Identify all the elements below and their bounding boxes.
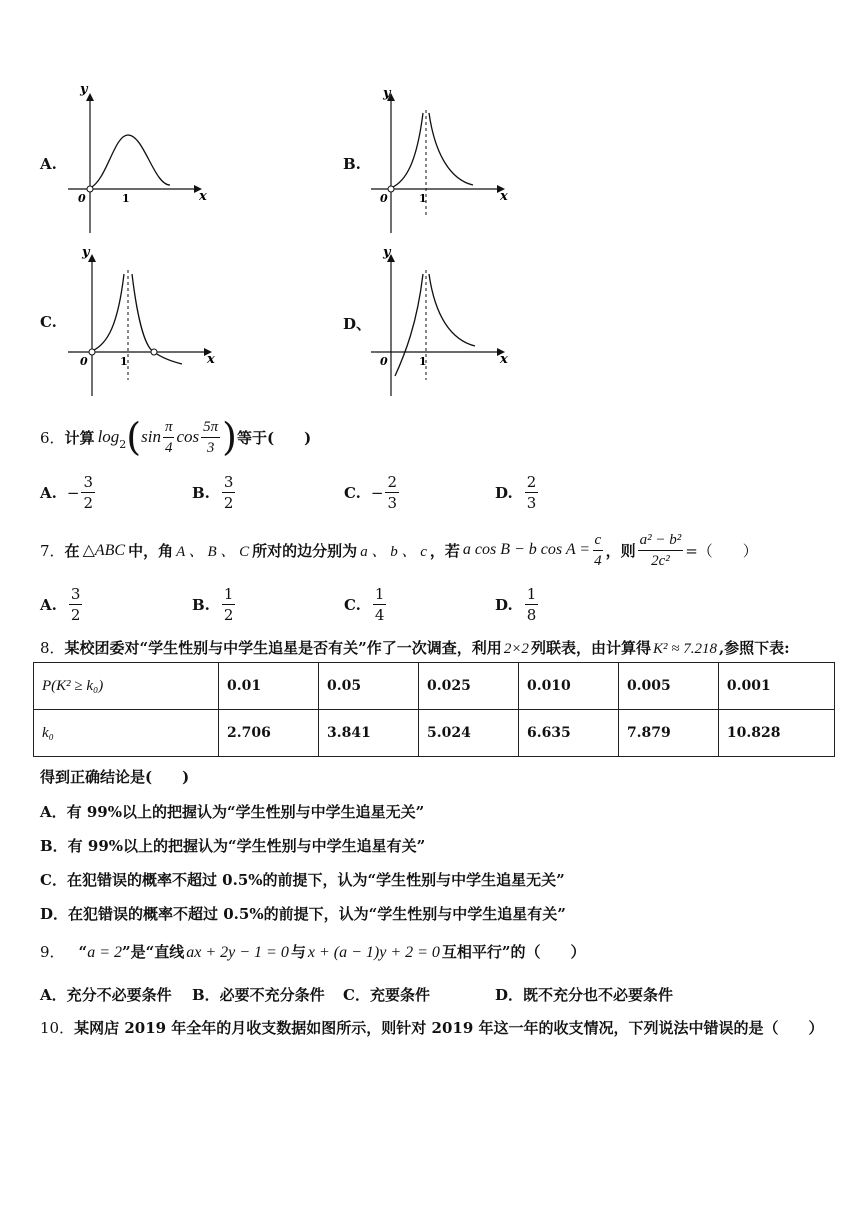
origin-label: 0 xyxy=(380,355,388,368)
q6-right-paren: ) xyxy=(222,415,237,459)
q7-number: 7． xyxy=(40,541,65,560)
q9-option-d[interactable]: D．既不充分也不必要条件 xyxy=(495,986,674,1004)
q5-option-b-label[interactable]: B. xyxy=(343,155,361,173)
table-row xyxy=(34,710,835,757)
y-axis-label: y xyxy=(82,245,90,260)
q6-option-a[interactable]: A. − $\frac{3}{2}$ xyxy=(40,473,93,512)
q5-option-d-label[interactable]: D、 xyxy=(343,315,372,333)
q8-option-b[interactable]: B．有 99%以上的把握认为“学生性别与中学生追星有关” xyxy=(40,837,426,855)
q7-option-b[interactable]: B. $\frac{1}{2}$ xyxy=(192,585,234,624)
q5-graph-a[interactable] xyxy=(62,85,212,235)
q5-option-a-label[interactable]: A. xyxy=(40,155,57,173)
q6-cos: cos xyxy=(176,427,200,446)
q8-option-c[interactable]: C．在犯错误的概率不超过 0.5%的前提下，认为“学生性别与中学生追星无关” xyxy=(40,871,565,889)
q7-expression: a cos B − b cos A = xyxy=(462,541,591,558)
one-label: 1 xyxy=(122,192,130,205)
q5-graph-b[interactable] xyxy=(365,85,515,235)
q6-stem xyxy=(40,415,311,459)
table-cell: 7.879 xyxy=(618,710,718,757)
table-cell: 6.635 xyxy=(518,710,618,757)
q8-option-d[interactable]: D．在犯错误的概率不超过 0.5%的前提下，认为“学生性别与中学生追星有关” xyxy=(40,905,566,923)
table-cell: 10.828 xyxy=(718,710,834,757)
q7-frac-ask: $\frac{\text{a² − b²}}{\text{2c²}}$ xyxy=(639,531,682,569)
q8-critical-value-table xyxy=(33,662,835,757)
q6-option-b[interactable]: B. $\frac{3}{2}$ xyxy=(192,473,234,512)
table-cell: 5.024 xyxy=(418,710,518,757)
q8-conclusion: 得到正确结论是( ) xyxy=(40,768,190,786)
q6-left-paren: ( xyxy=(126,415,142,459)
q9-option-c[interactable]: C．充要条件 xyxy=(343,986,430,1004)
y-axis-label: y xyxy=(383,86,391,101)
one-label: 1 xyxy=(120,355,128,368)
q6-prefix: 计算 xyxy=(64,428,95,447)
table-cell: 0.05 xyxy=(318,663,418,710)
q6-log: log xyxy=(97,427,120,446)
y-axis-label: y xyxy=(383,245,391,260)
q6-frac-5pi-3: $\frac{5\pi}{3}$ xyxy=(203,418,219,456)
y-axis-label: y xyxy=(80,85,88,97)
q7-stem: 7． 在 △ABC 中，角 A 、 B 、 C 所对的边分别为 a 、 b 、 c ，若 a cos B − b cos A = $\frac{c}{4}$ ，则 $\frac{\text{a² − b²}}{\text{2c²}}$ =（ ） xyxy=(40,531,758,569)
table-cell: 2.706 xyxy=(219,710,319,757)
q9-option-b[interactable]: B．必要不充分条件 xyxy=(192,986,325,1004)
q8-option-a[interactable]: A．有 99%以上的把握认为“学生性别与中学生追星无关” xyxy=(40,803,425,821)
table-cell: 0.025 xyxy=(418,663,518,710)
q10-stem xyxy=(40,1017,823,1038)
q6-option-c[interactable]: C. − $\frac{2}{3}$ xyxy=(344,473,398,512)
q10-number: 10． xyxy=(40,1019,75,1037)
q7-frac-c-4: $\frac{c}{4}$ xyxy=(594,531,602,569)
q7-triangle: △ABC xyxy=(82,542,126,559)
table-cell: 0.001 xyxy=(718,663,834,710)
q9-option-a[interactable]: A．充分不必要条件 xyxy=(40,986,172,1004)
q6-log-base: 2 xyxy=(119,438,127,451)
q7-option-d[interactable]: D. $\frac{1}{8}$ xyxy=(495,585,537,624)
q5-graph-c[interactable] xyxy=(62,244,222,400)
q8-stem: 8． 某校团委对“学生性别与中学生追星是否有关”作了一次调查，利用 2×2 列联表，由计算得 K² ≈ 7.218 ,参照下表: xyxy=(40,639,790,657)
table-cell: 0.01 xyxy=(219,663,319,710)
origin-label: 0 xyxy=(380,192,388,205)
q6-option-d[interactable]: D. $\frac{2}{3}$ xyxy=(495,473,537,512)
q8-number: 8． xyxy=(40,639,65,657)
q6-frac-pi-4: $\frac{\pi}{4}$ xyxy=(164,418,173,456)
table-cell: 3.841 xyxy=(318,710,418,757)
x-axis-label: x xyxy=(199,189,207,204)
table-cell: 0.010 xyxy=(518,663,618,710)
x-axis-label: x xyxy=(500,352,508,367)
q10-text: 某网店 2019 年全年的月收支数据如图所示，则针对 2019 年这一年的收支情况，下列说法中错误的是（ ） xyxy=(74,1019,824,1037)
q6-suffix: 等于( ) xyxy=(237,428,312,447)
table-row xyxy=(34,663,835,710)
one-label: 1 xyxy=(419,355,427,368)
table-row-label: k₀ xyxy=(34,710,219,757)
q6-number: 6． xyxy=(40,428,65,447)
q9-number: 9． xyxy=(40,943,65,961)
q7-option-c[interactable]: C. $\frac{1}{4}$ xyxy=(344,585,385,624)
origin-label: 0 xyxy=(80,355,88,368)
q7-option-a[interactable]: A. $\frac{3}{2}$ xyxy=(40,585,81,624)
table-row-label: P(K² ≥ k₀) xyxy=(34,663,219,710)
q6-sin: sin xyxy=(141,427,161,446)
q5-graph-d[interactable] xyxy=(365,244,515,400)
q9-stem: 9． “ a = 2 ”是“直线 ax + 2y − 1 = 0 与 x + (a − 1)y + 2 = 0 互相平行”的（ ） xyxy=(40,943,586,961)
x-axis-label: x xyxy=(207,352,215,367)
table-cell: 0.005 xyxy=(618,663,718,710)
x-axis-label: x xyxy=(500,189,508,204)
one-label: 1 xyxy=(419,192,427,205)
q5-option-c-label[interactable]: C. xyxy=(40,313,57,331)
origin-label: 0 xyxy=(78,192,86,205)
